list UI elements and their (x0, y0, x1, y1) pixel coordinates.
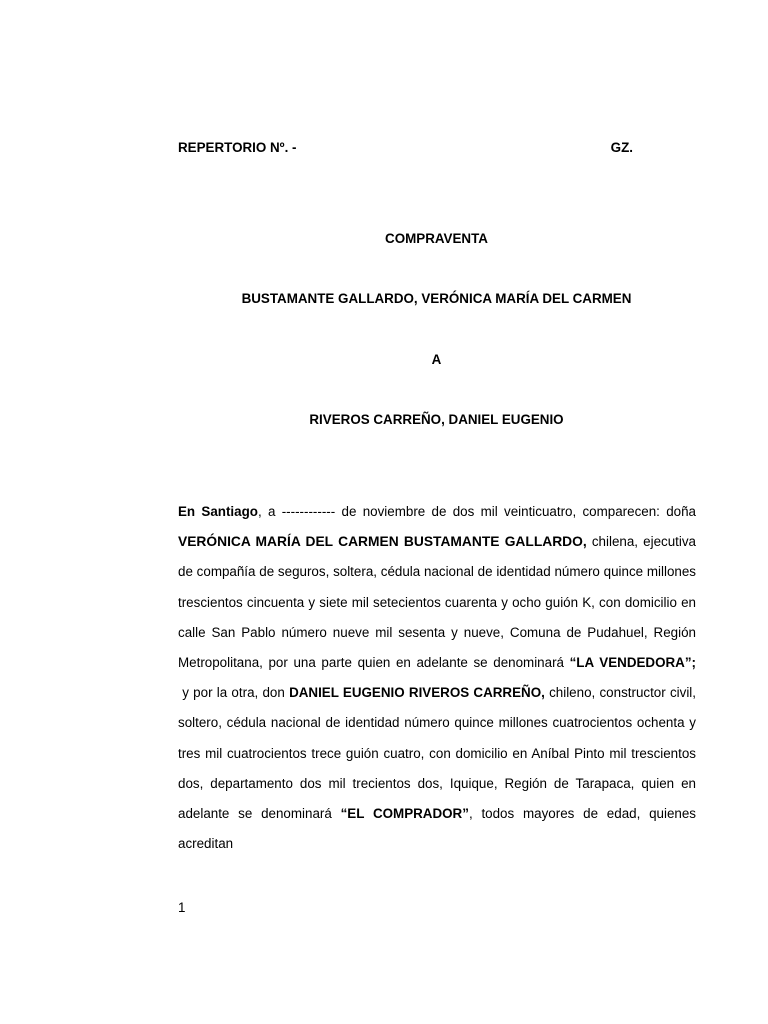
body-text-segment: chileno, constructor civil, soltero, cédula nacional de identidad número quince millones cuatrocientos ochenta y tres mil cuatrocientos trece guión cuatro, con domicilio en Aníbal Pinto mil trescientos dos, departamento dos mil trecientos dos, Iquique, Región de Tarapaca, quien en adelante se denominará (178, 685, 696, 822)
buyer-full-name: DANIEL EUGENIO RIVEROS CARREÑO, (289, 685, 545, 701)
seller-name-title: BUSTAMANTE GALLARDO, VERÓNICA MARÍA DEL CARMEN (241, 291, 632, 306)
body-paragraph (178, 497, 696, 859)
page-number: 1 (178, 900, 186, 915)
document-type-title: COMPRAVENTA (385, 231, 488, 246)
repertorio-line (178, 140, 633, 155)
body-text-segment: , todos mayores de edad, quienes acreditan (178, 806, 697, 852)
body-text-segment: y por la otra, don (178, 685, 290, 701)
notary-code: GZ. (610, 140, 633, 155)
buyer-name-title: RIVEROS CARREÑO, DANIEL EUGENIO (309, 412, 564, 427)
repertorio-label: REPERTORIO Nº. - (178, 140, 297, 155)
body-text-segment: chilena, ejecutiva de compañía de seguros, soltera, cédula nacional de identidad número quince millones trescientos cincuenta y siete mil setecientos cuarenta y ocho guión K, con domicilio en calle San Pablo número nueve mil sesenta y nueve, Comuna de Pudahuel, Región Metropolitana, por una parte quien en adelante se denominará (178, 534, 696, 671)
buyer-designation: “EL COMPRADOR” (340, 806, 469, 822)
seller-designation: “LA VENDEDORA”; (569, 655, 696, 671)
place-label: En Santiago (178, 504, 258, 519)
body-text-segment: , a ------------ de noviembre de dos mil veinticuatro, comparecen: doña (257, 504, 696, 519)
connector-a: A (431, 352, 442, 367)
seller-full-name: VERÓNICA MARÍA DEL CARMEN BUSTAMANTE GALLARDO, (178, 534, 587, 550)
